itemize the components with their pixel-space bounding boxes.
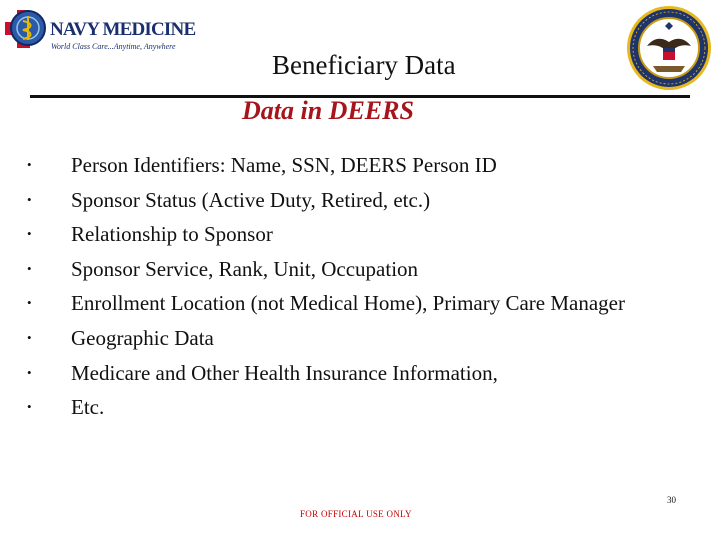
bullet-icon: • bbox=[27, 399, 32, 414]
logo-tagline: World Class Care...Anytime, Anywhere bbox=[51, 42, 176, 51]
department-of-the-navy-seal-icon bbox=[625, 4, 713, 92]
bullet-item bbox=[27, 217, 627, 252]
bullet-item bbox=[27, 286, 627, 321]
bullet-icon: • bbox=[27, 364, 32, 380]
bullet-text: Sponsor Status (Active Duty, Retired, etc.) bbox=[71, 187, 431, 212]
bullet-text: Geographic Data bbox=[71, 326, 214, 350]
page-number: 30 bbox=[667, 495, 676, 505]
bullet-list bbox=[27, 148, 627, 425]
bullet-icon: • bbox=[27, 260, 32, 276]
bullet-item bbox=[27, 390, 627, 425]
navy-medicine-emblem-icon bbox=[2, 6, 52, 52]
bullet-text: Enrollment Location (not Medical Home), Primary Care Manager bbox=[71, 291, 625, 315]
logo-name: NAVY MEDICINE bbox=[50, 19, 196, 40]
bullet-icon: • bbox=[27, 330, 32, 345]
navy-medicine-logo bbox=[2, 6, 196, 52]
bullet-text: Medicare and Other Health Insurance Information, bbox=[71, 360, 498, 385]
classification-footer: FOR OFFICIAL USE ONLY bbox=[300, 509, 412, 519]
bullet-item bbox=[27, 148, 627, 183]
slide-subtitle: Data in DEERS bbox=[242, 96, 414, 125]
bullet-icon: • bbox=[27, 191, 32, 207]
bullet-text: Person Identifiers: Name, SSN, DEERS Person ID bbox=[71, 153, 497, 177]
bullet-item bbox=[27, 321, 627, 356]
bullet-text: Relationship to Sponsor bbox=[71, 222, 273, 246]
bullet-icon: • bbox=[27, 295, 32, 310]
bullet-icon: • bbox=[27, 226, 32, 241]
bullet-item bbox=[27, 183, 627, 218]
bullet-item bbox=[27, 356, 627, 391]
slide-title: Beneficiary Data bbox=[272, 50, 456, 80]
bullet-text: Etc. bbox=[71, 395, 105, 419]
bullet-item bbox=[27, 252, 627, 287]
bullet-text: Sponsor Service, Rank, Unit, Occupation bbox=[71, 256, 419, 281]
bullet-icon: • bbox=[27, 157, 32, 172]
